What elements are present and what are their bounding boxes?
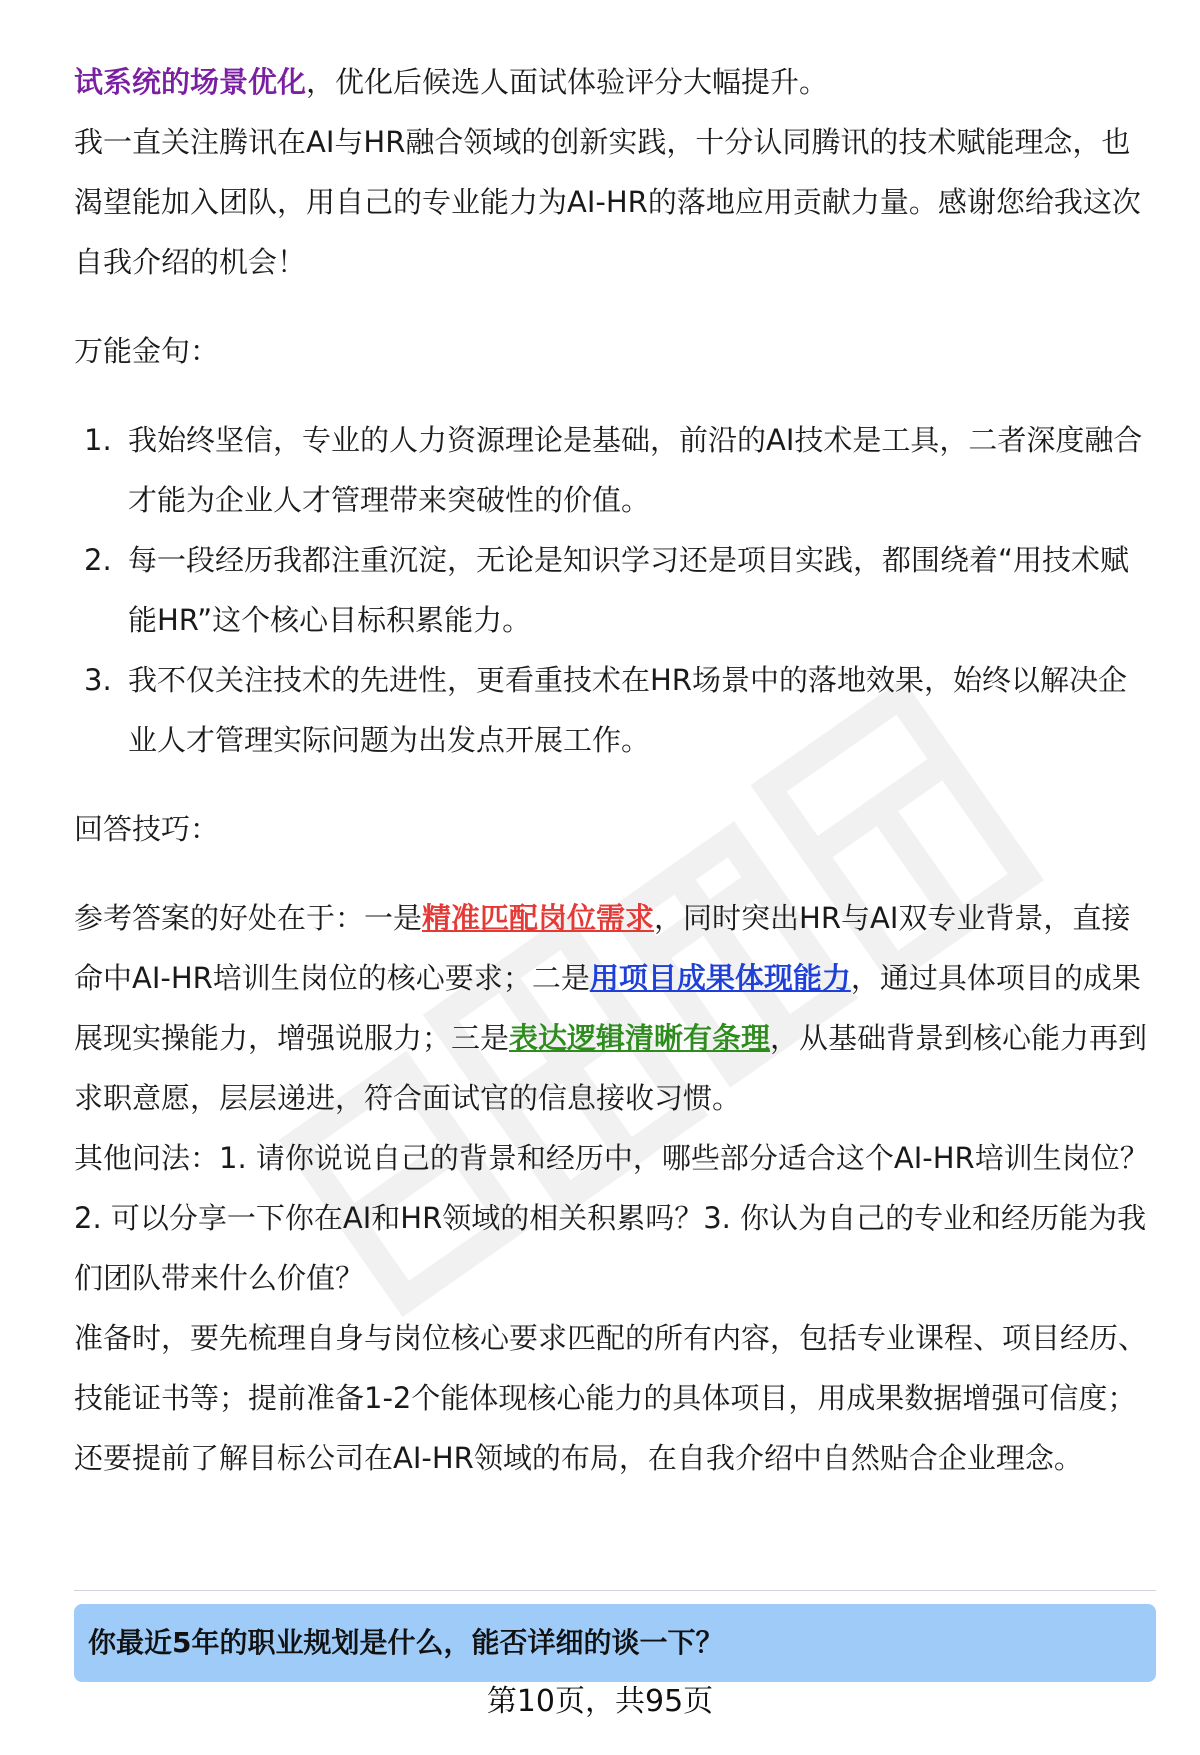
next-question-banner: 你最近5年的职业规划是什么，能否详细的谈一下？ — [74, 1604, 1156, 1682]
list-item — [74, 410, 1154, 530]
intro-paragraph-1 — [74, 52, 1154, 112]
intro-highlight: 试系统的场景优化 — [74, 65, 307, 99]
tips-paragraph-other-questions: 其他问法：1. 请你说说自己的背景和经历中，哪些部分适合这个AI-HR培训生岗位？2. 可以分享一下你在AI和HR领域的相关积累吗？3. 你认为自己的专业和经历能为我们团队带来什么价值？ — [74, 1141, 1149, 1295]
list-number: 1. — [84, 423, 112, 457]
section-divider — [74, 1590, 1156, 1591]
intro-line1-text: ，优化后候选人面试体验评分大幅提升。 — [306, 65, 829, 99]
tips-heading: 回答技巧： — [74, 812, 220, 846]
tips-paragraph-1 — [74, 888, 1154, 1128]
list-item-text: 我不仅关注技术的先进性，更看重技术在HR场景中的落地效果，始终以解决企业人才管理实际问题为出发点开展工作。 — [128, 663, 1127, 757]
list-item — [74, 650, 1154, 770]
list-item-text: 每一段经历我都注重沉淀，无论是知识学习还是项目实践，都围绕着“用技术赋能HR”这个核心目标积累能力。 — [128, 543, 1130, 637]
tips-text-d: ，从基础背景到核心能力再到求职意愿，层层递进，符合面试官的信息接收习惯。 — [74, 1021, 1148, 1115]
highlight-clear-logic: 表达逻辑清晰有条理 — [509, 1021, 771, 1055]
list-number: 3. — [84, 663, 112, 697]
tips-text-c: ，通过具体项目的成果展现实操能力，增强说服力；三是 — [74, 961, 1141, 1055]
list-number: 2. — [84, 543, 112, 577]
tips-paragraph-preparation: 准备时，要先梳理自身与岗位核心要求匹配的所有内容，包括专业课程、项目经历、技能证书等；提前准备1-2个能体现核心能力的具体项目，用成果数据增强可信度；还要提前了解目标公司在AI-HR领域的布局，在自我介绍中自然贴合企业理念。 — [74, 1321, 1148, 1475]
highlight-project-results: 用项目成果体现能力 — [589, 961, 851, 995]
page-number: 第10页，共95页 — [486, 1684, 714, 1719]
list-item — [74, 530, 1154, 650]
tips-text-a: 参考答案的好处在于：一是 — [74, 901, 423, 935]
tips-text-b: ，同时突出HR与AI双专业背景，直接命中AI-HR培训生岗位的核心要求；二是 — [74, 901, 1131, 995]
highlight-job-match: 精准匹配岗位需求 — [422, 901, 655, 935]
intro-paragraph-2: 我一直关注腾讯在AI与HR融合领域的创新实践，十分认同腾讯的技术赋能理念，也渴望能加入团队，用自己的专业能力为AI-HR的落地应用贡献力量。感谢您给我这次自我介绍的机会！ — [74, 125, 1141, 279]
document-body — [74, 52, 1154, 1488]
list-item-text: 我始终坚信，专业的人力资源理论是基础，前沿的AI技术是工具，二者深度融合才能为企业人才管理带来突破性的价值。 — [128, 423, 1143, 517]
golden-sentences-list — [74, 410, 1154, 770]
golden-heading: 万能金句： — [74, 334, 220, 368]
